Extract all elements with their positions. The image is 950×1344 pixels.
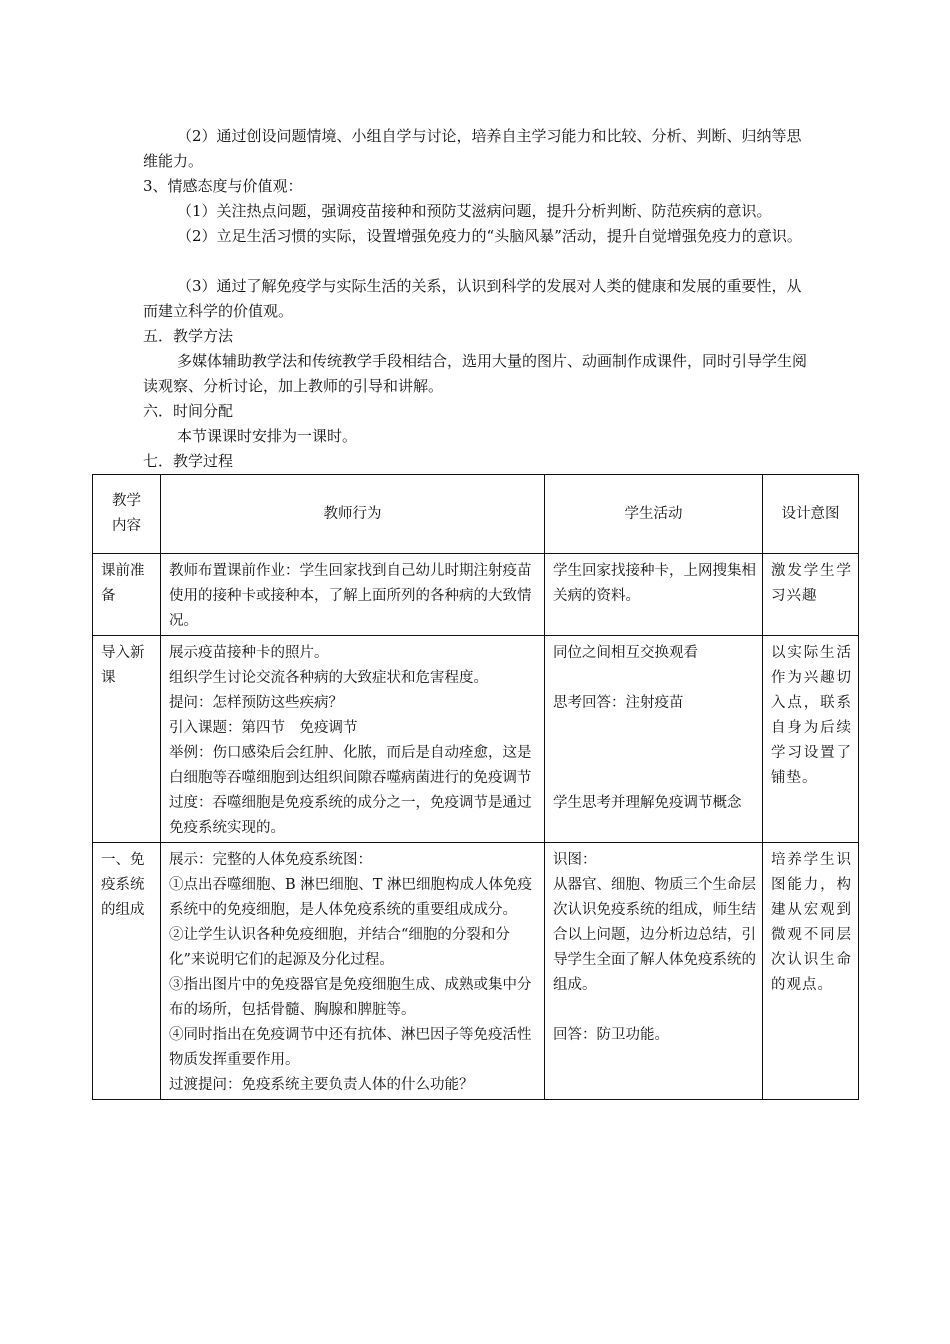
row-teacher: 展示：完整的人体免疫系统图： ①点出吞噬细胞、B 淋巴细胞、T 淋巴细胞构成人体免疫系统中的免疫细胞，是人体免疫系统的重要组成成分。 ②让学生认识各种免疫细胞，并结合“细胞的分裂和分化”来说明它们的起源及分化过程。 ③指出图片中的免疫器官是免疫细胞生成、成熟或集中分布的场所，包括骨髓、胸腺和脾脏等。 ④同时指出在免疫调节中还有抗体、淋巴因子等免疫活性物质发挥重要作用。 过渡提问：免疫系统主要负责人体的什么功能？ [161,843,545,1100]
heading-time-allocation: 六．时间分配 [143,402,234,420]
heading-teaching-method: 五．教学方法 [143,327,234,345]
row-content: 课前准 备 [93,554,161,636]
paragraph-teaching-method: 多媒体辅助教学法和传统教学手段相结合，选用大量的图片、动画制作成课件，同时引导学生阅读观察、分析讨论，加上教师的引导和讲解。 [143,352,808,395]
row-student: 同位之间相互交换观看 思考回答：注射疫苗 学生思考并理解免疫调节概念 [545,636,763,843]
header-teacher: 教师行为 [161,475,545,554]
header-student: 学生活动 [545,475,763,554]
paragraph-time-allocation: 本节课课时安排为一课时。 [177,427,358,445]
row-teacher: 展示疫苗接种卡的照片。 组织学生讨论交流各种病的大致症状和危害程度。 提问：怎样预防这些疾病？ 引入课题：第四节 免疫调节 举例：伤口感染后会红肿、化脓，而后是自动痊愈，这是白细胞等吞噬细胞到达组织间隙吞噬病菌进行的免疫调节 过度：吞噬细胞是免疫系统的成分之一，免疫调节是通过免疫系统实现的。 [161,636,545,843]
teaching-process-table [92,474,859,1100]
row-intent: 培养学生识图能力，构建从宏观到微观不同层次认识生命的观点。 [763,843,859,1100]
row-content: 一、免 疫系统 的组成 [93,843,161,1100]
row-intent: 以实际生活作为兴趣切入点，联系自身为后续学习设置了铺垫。 [763,636,859,843]
paragraph-emotion-3: （3）通过了解免疫学与实际生活的关系，认识到科学的发展对人类的健康和发展的重要性，从而建立科学的价值观。 [143,277,802,320]
heading-teaching-process: 七．教学过程 [143,452,234,470]
paragraph-emotion-2: （2）立足生活习惯的实际，设置增强免疫力的“头脑风暴”活动，提升自觉增强免疫力的意识。 [177,227,802,245]
header-content: 教学 内容 [93,475,161,554]
row-teacher: 教师布置课前作业：学生回家找到自己幼儿时期注射疫苗使用的接种卡或接种本，了解上面所列的各种病的大致情况。 [161,554,545,636]
row-student: 识图： 从器官、细胞、物质三个生命层次认识免疫系统的组成，师生结合以上问题，边分析边总结，引导学生全面了解人体免疫系统的组成。 回答：防卫功能。 [545,843,763,1100]
heading-emotion-values: 3、情感态度与价值观： [143,177,303,195]
table-header-row [93,475,859,554]
table-row [93,554,859,636]
table-row [93,636,859,843]
row-student: 学生回家找接种卡，上网搜集相关病的资料。 [545,554,763,636]
header-intent: 设计意图 [763,475,859,554]
paragraph-emotion-1: （1）关注热点问题，强调疫苗接种和预防艾滋病问题，提升分析判断、防范疾病的意识。 [177,202,772,220]
table-row [93,843,859,1100]
row-intent: 激发学生学习兴趣 [763,554,859,636]
paragraph-thinking-ability: （2）通过创设问题情境、小组自学与讨论，培养自主学习能力和比较、分析、判断、归纳等思维能力。 [143,127,802,170]
row-content: 导入新 课 [93,636,161,843]
